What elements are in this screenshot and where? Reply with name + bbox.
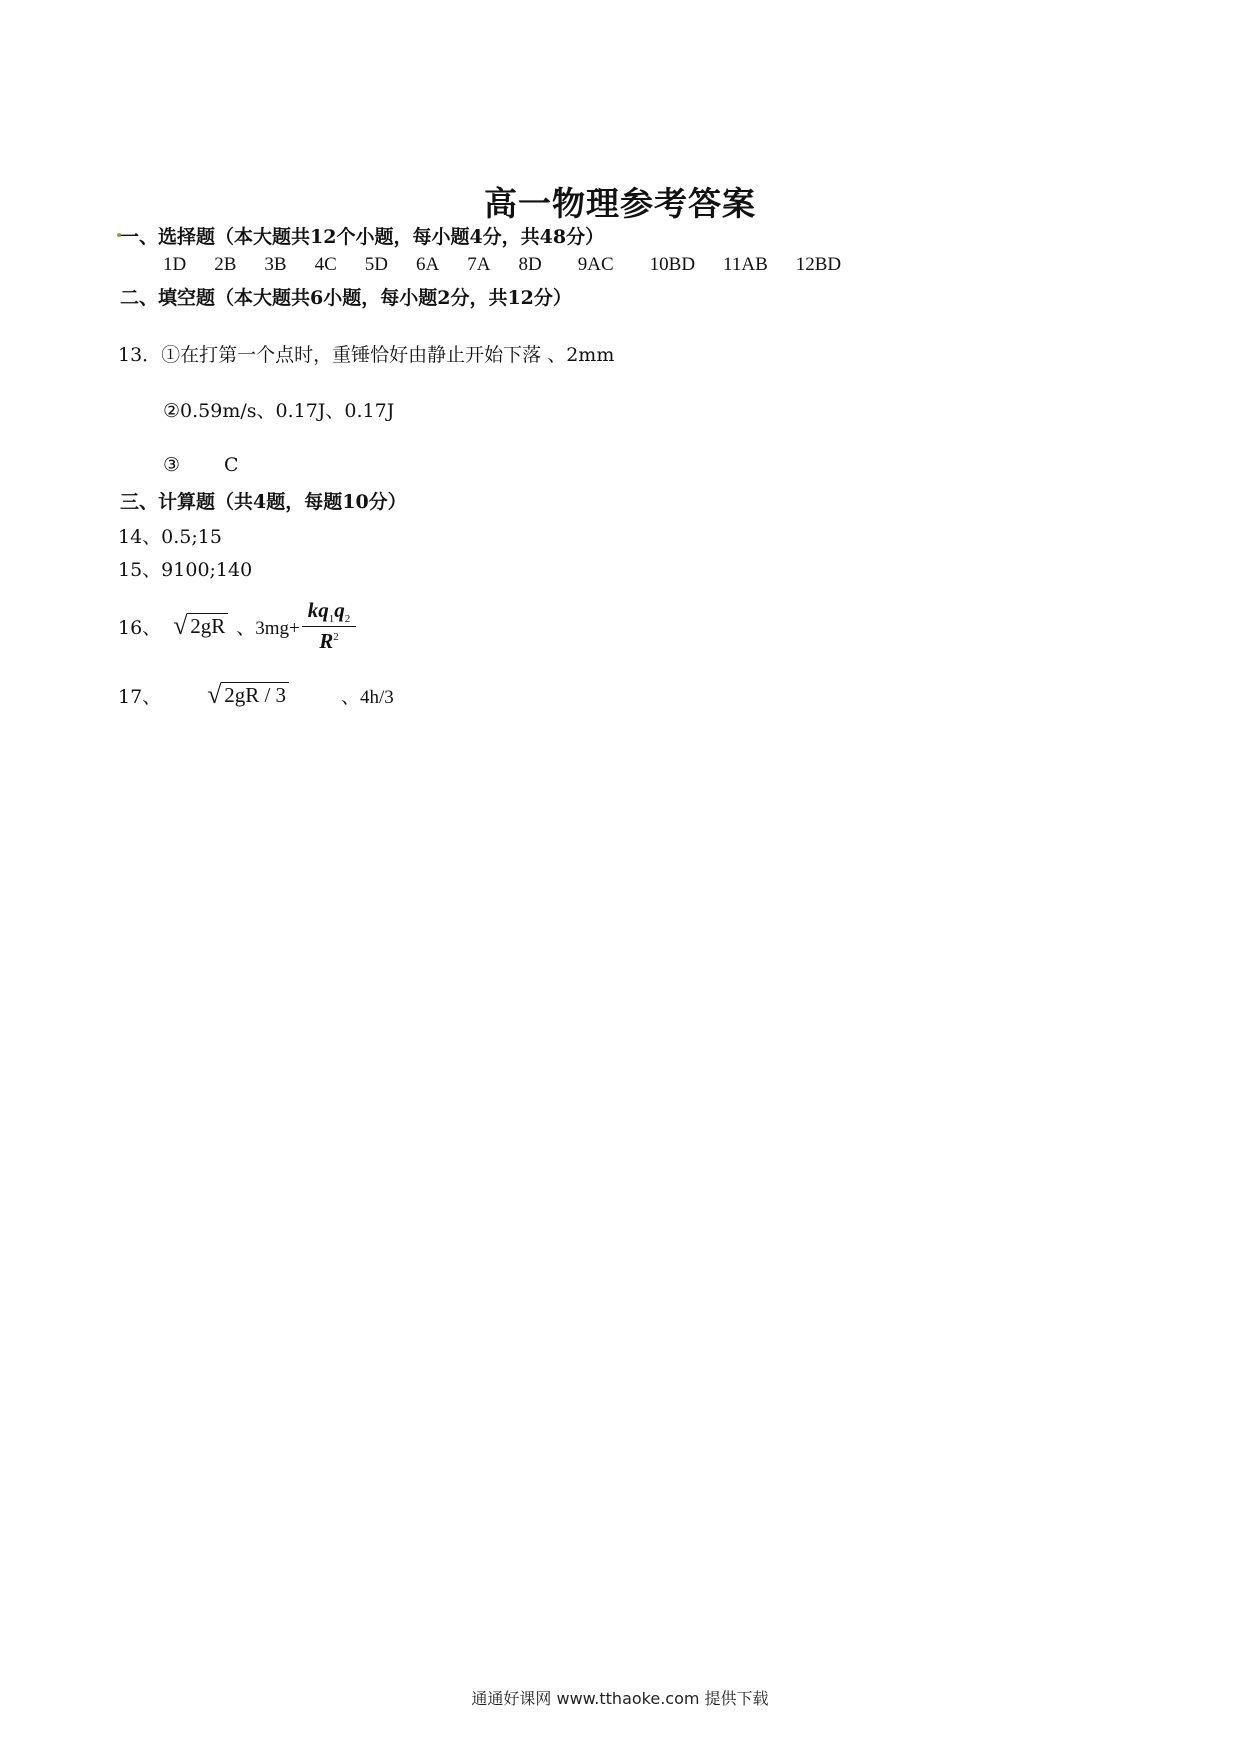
q16-denominator: R xyxy=(319,629,334,654)
answer-3: 3B xyxy=(264,254,287,275)
q16-label: 16、 xyxy=(118,616,162,639)
section1-heading: 一、选择题（本大题共12个小题，每小题4分，共48分） xyxy=(120,226,605,248)
page-title: 高一物理参考答案 xyxy=(484,184,756,223)
answer-6: 6A xyxy=(416,254,440,275)
q16-sqrt-expression: √ 2gR xyxy=(173,614,228,639)
answer-2: 2B xyxy=(214,254,237,275)
answer-8: 8D xyxy=(518,254,542,275)
q16-mid: 、3mg+ xyxy=(236,617,300,639)
answer-11: 11AB xyxy=(723,254,768,275)
q17-radicand: 2gR / 3 xyxy=(221,682,289,707)
q17-sqrt-expression: √ 2gR / 3 xyxy=(207,683,289,708)
footer-source: 通通好课网 www.tthaoke.com 提供下载 xyxy=(471,1689,769,1708)
answer-10: 10BD xyxy=(649,254,696,275)
q13-line3 xyxy=(163,454,239,476)
answer-4: 4C xyxy=(314,254,337,275)
q17-answer xyxy=(118,682,394,709)
q13-circled-3: ③ xyxy=(163,454,181,476)
section2-heading: 二、填空题（本大题共6小题，每小题2分，共12分） xyxy=(120,287,572,309)
section3-heading: 三、计算题（共4题，每题10分） xyxy=(120,491,407,513)
q16-answer xyxy=(118,598,356,654)
q13-line1: 13．①在打第一个点时，重锤恰好由静止开始下落 、2mm xyxy=(118,344,615,366)
answer-12: 12BD xyxy=(795,254,842,275)
q16-fraction: $\frac{kq_1q_2}{R^2}$ xyxy=(302,598,357,654)
q14-answer: 14、0.5;15 xyxy=(118,526,222,548)
answer-9: 9AC xyxy=(577,254,614,275)
answer-1: 1D xyxy=(163,254,187,275)
answer-5: 5D xyxy=(364,254,389,275)
q15-answer: 15、9100;140 xyxy=(118,559,253,581)
q16-radicand: 2gR xyxy=(187,613,228,638)
q13-answer-c: C xyxy=(224,454,239,476)
answer-7: 7A xyxy=(467,254,491,275)
q13-line2: ②0.59m/s、0.17J、0.17J xyxy=(163,400,395,422)
multiple-choice-answers xyxy=(163,254,869,276)
q17-label: 17、 xyxy=(118,686,162,708)
q17-tail: 、4h/3 xyxy=(341,687,394,708)
q16-numerator: kq xyxy=(307,598,329,622)
